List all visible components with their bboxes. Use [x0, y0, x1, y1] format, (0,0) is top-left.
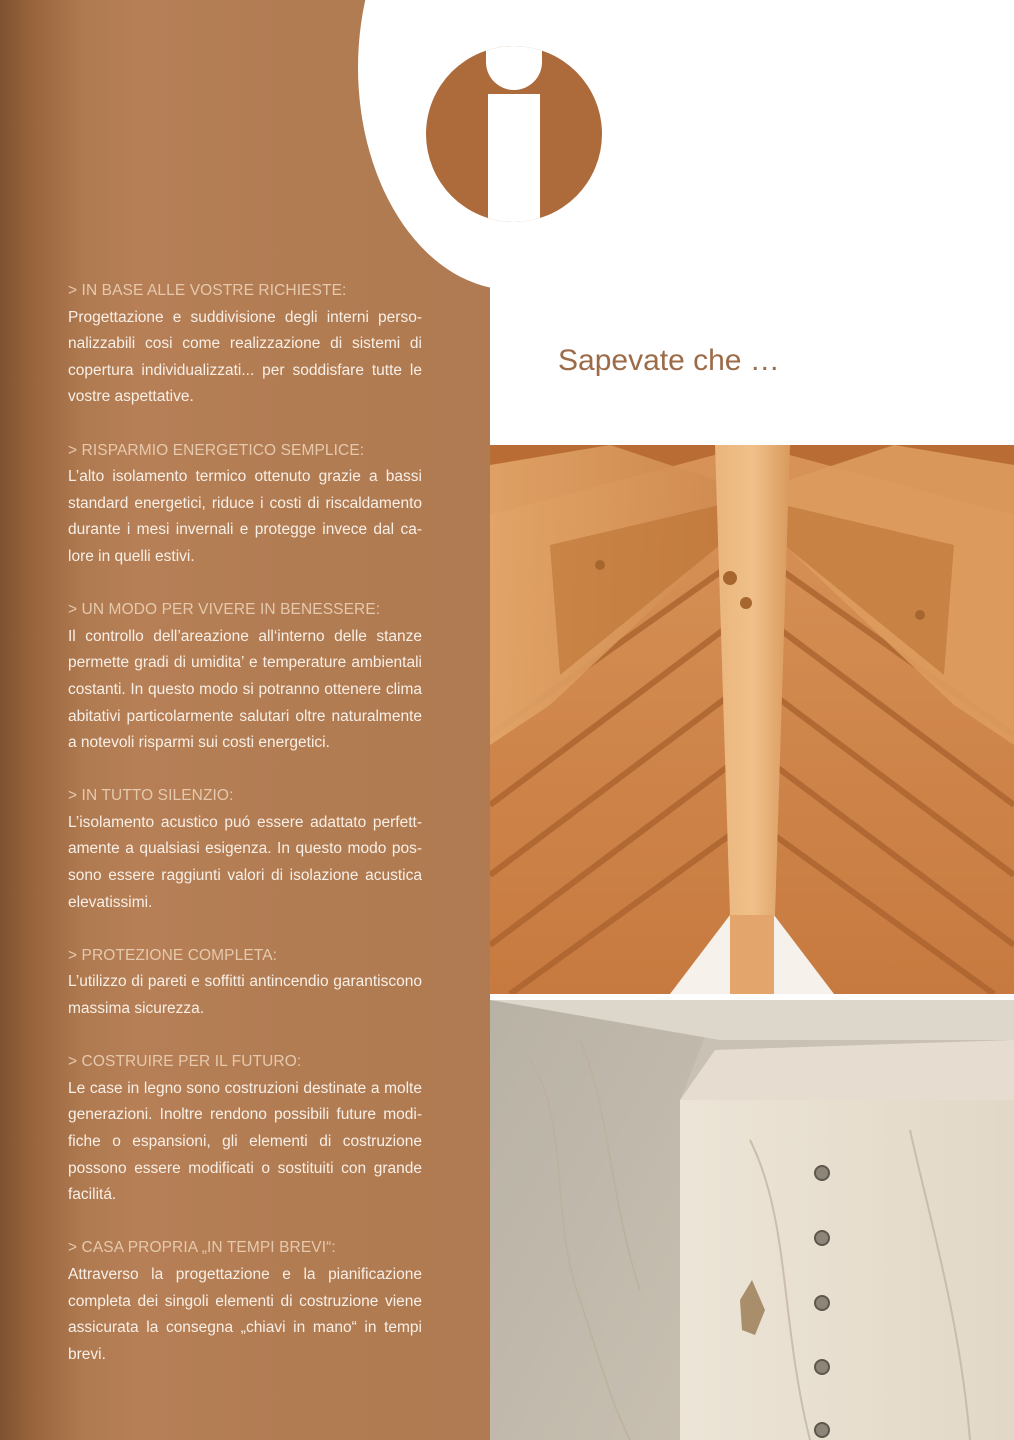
section-heading: > COSTRUIRE PER IL FUTURO:	[68, 1053, 302, 1071]
section-heading: > PROTEZIONE COMPLETA:	[68, 946, 278, 964]
info-icon-dot	[486, 46, 542, 90]
section-short-time	[68, 1235, 422, 1368]
roof-beams-illustration	[490, 445, 1014, 994]
section-silence	[68, 783, 422, 916]
section-heading: > IN TUTTO SILENZIO:	[68, 787, 234, 805]
section-heading: > RISPARMIO ENERGETICO SEMPLICE:	[68, 441, 365, 459]
info-icon	[426, 46, 602, 222]
section-heading: > UN MODO PER VIVERE IN BENESSERE:	[68, 601, 381, 619]
roof-beams-photo	[490, 445, 1014, 994]
section-future	[68, 1049, 422, 1209]
section-body: Il controllo dell’areazione all‘interno delle stanze permette gradi di umidita’ e temperature ambientali costanti. In questo modo si potranno ottenere clima abitativi particolarmente salutari oltre naturalmente a notevoli risparmi sui costi energetici.	[68, 627, 422, 752]
section-body: Attraverso la progettazione e la pianificazione completa dei singoli elementi di costruzione viene assicurata la consegna „chiavi in mano“ in tempi brevi.	[68, 1265, 422, 1363]
timber-joint-photo	[490, 1000, 1014, 1440]
section-body: L’utilizzo di pareti e soffitti antincendio garantiscono massima sicurezza.	[68, 973, 422, 1018]
section-body: L’alto isolamento termico ottenuto grazie a bassi standard energetici, riduce i costi di riscaldamento durante i mesi invernali e protegge invece dal calore in quelli estivi.	[68, 468, 422, 565]
section-wellbeing	[68, 597, 422, 757]
section-heading: > CASA PROPRIA „IN TEMPI BREVI“:	[68, 1239, 336, 1257]
section-protection	[68, 943, 422, 1023]
timber-joint-illustration	[490, 1000, 1014, 1440]
section-body: Progettazione e suddivisione degli interni personalizzabili cosi come realizzazione di sistemi di copertura individualizzati... per soddisfare tutte le vostre aspettative.	[68, 308, 422, 406]
feature-list	[68, 278, 422, 1395]
section-body: Le case in legno sono costruzioni destinate a molte generazioni. Inoltre rendono possibili future modifiche o espansioni, gli elementi di costruzione possono essere modificati o sostituiti con grande facilitá.	[68, 1079, 422, 1204]
info-icon-stem	[488, 94, 540, 222]
tagline: Sapevate che …	[558, 344, 780, 377]
section-heading: > IN BASE ALLE VOSTRE RICHIESTE:	[68, 282, 347, 299]
section-energy-saving	[68, 438, 422, 571]
section-requests	[68, 278, 422, 411]
section-body: L’isolamento acustico puó essere adattato perfettamente a qualsiasi esigenza. In questo modo possono essere raggiunti valori di isolazione acustica elevatissimi.	[68, 813, 422, 911]
